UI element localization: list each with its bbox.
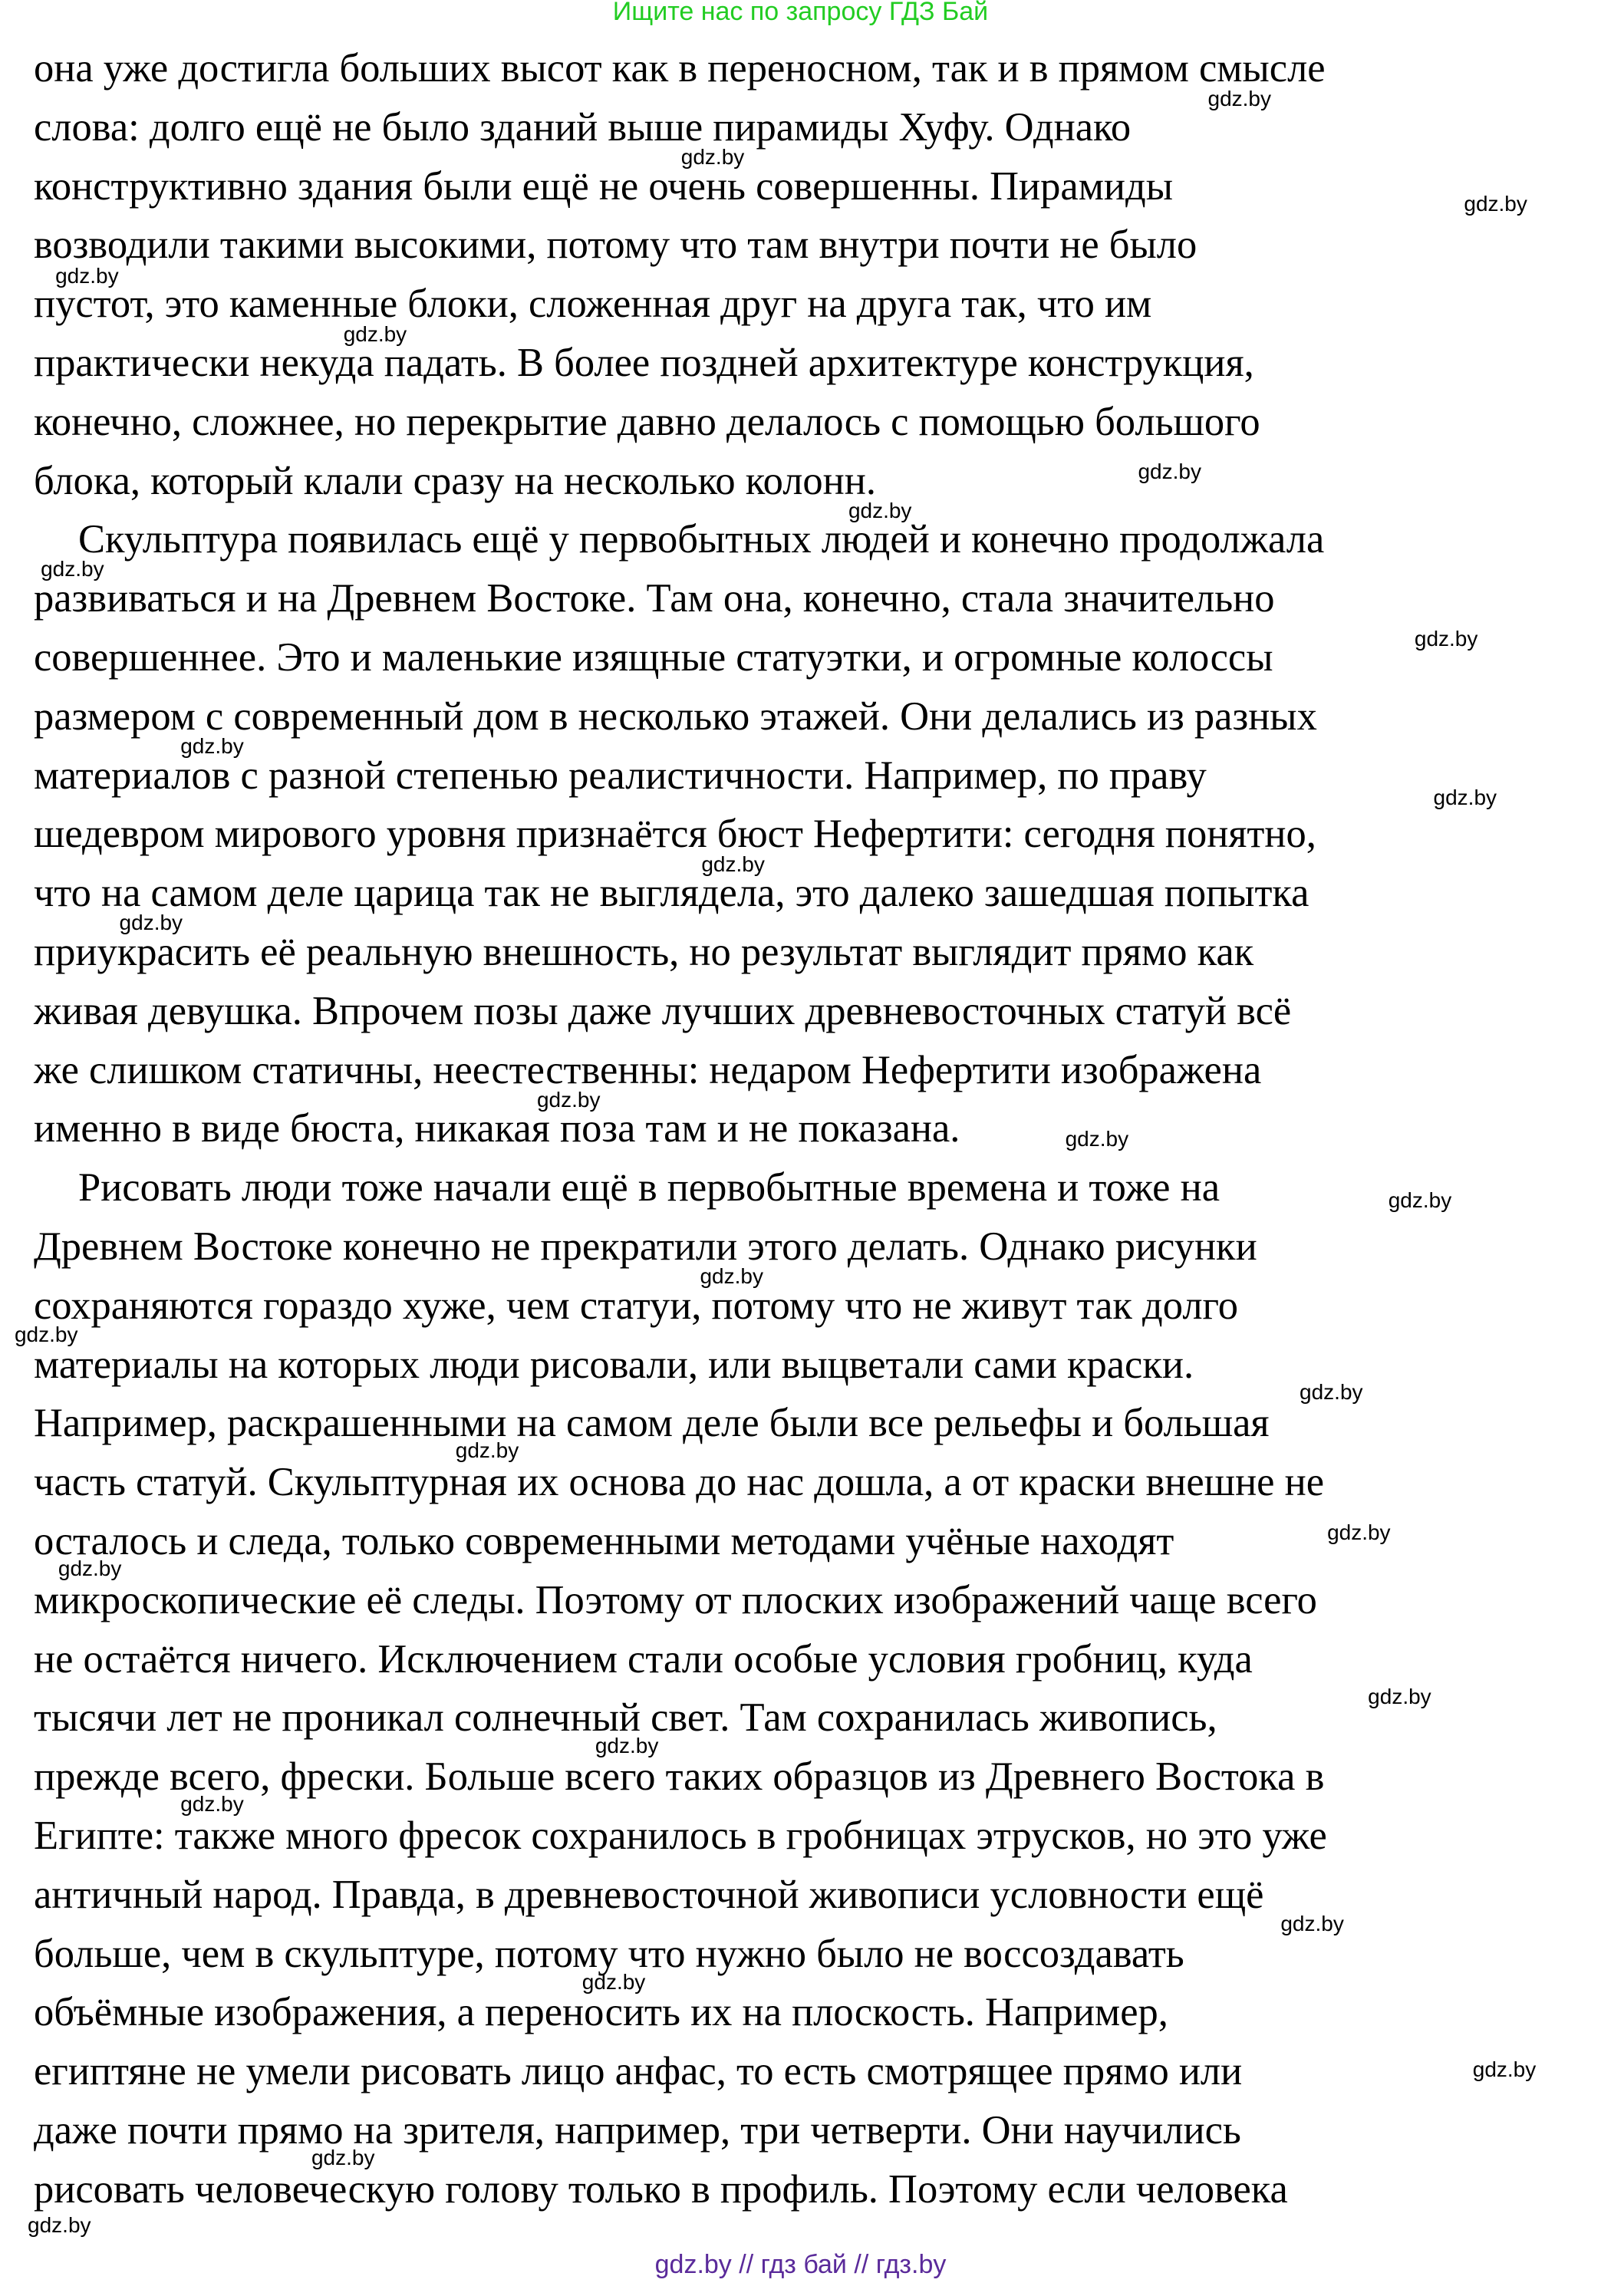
text-line: размером с современный дом в несколько этажей. Они делались из разных: [34, 693, 1317, 739]
text-line: возводили такими высокими, потому что там внутри почти не было: [34, 222, 1197, 268]
watermark: gdz.by: [1300, 1380, 1363, 1405]
watermark: gdz.by: [1065, 1127, 1129, 1151]
watermark: gdz.by: [1464, 191, 1527, 216]
watermark: gdz.by: [1414, 626, 1478, 651]
text-line: пустот, это каменные блоки, сложенная друг на друга так, что им: [34, 282, 1152, 327]
text-line: Древнем Востоке конечно не прекратили этого делать. Однако рисунки: [34, 1224, 1257, 1269]
search-banner: Ищите нас по запросу ГДЗ Бай: [612, 0, 989, 26]
text-line: Рисовать люди тоже начали ещё в первобытные времена и тоже на: [78, 1165, 1220, 1211]
text-line: конечно, сложнее, но перекрытие давно делалось с помощью большого: [34, 399, 1260, 444]
text-line: античный народ. Правда, в древневосточной живописи условности ещё: [34, 1872, 1264, 1917]
watermark: gdz.by: [28, 2212, 91, 2237]
text-line: даже почти прямо на зрителя, например, три четверти. Они научились: [34, 2108, 1241, 2153]
watermark: gdz.by: [680, 144, 745, 169]
text-line: практически некуда падать. В более поздней архитектуре конструкция,: [34, 341, 1254, 385]
watermark: gdz.by: [1138, 459, 1201, 483]
text-line: Скульптура появилась ещё у первобытных людей и конечно продолжала: [78, 517, 1325, 562]
text-line: Например, раскрашенными на самом деле были все рельефы и большая: [34, 1401, 1270, 1446]
watermark: gdz.by: [180, 1792, 244, 1817]
text-line: именно в виде бюста, никакая поза там и не показана.: [34, 1106, 960, 1151]
text-line: тысячи лет не проникал солнечный свет. Там сохранилась живопись,: [34, 1695, 1217, 1741]
watermark: gdz.by: [14, 1322, 78, 1346]
text-line: слова: долго ещё не было зданий выше пирамиды Хуфу. Однако: [34, 104, 1132, 150]
watermark: gdz.by: [581, 1969, 646, 1994]
watermark: gdz.by: [536, 1088, 601, 1112]
text-line: блока, который клали сразу на несколько колонн.: [34, 458, 876, 503]
watermark: gdz.by: [1207, 86, 1271, 110]
watermark: gdz.by: [1327, 1520, 1391, 1544]
text-line: живая девушка. Впрочем позы даже лучших древневосточных статуй всё: [34, 988, 1292, 1033]
watermark: gdz.by: [848, 498, 912, 522]
footer-links: gdz.by // гдз бай // гдз.by: [654, 2250, 947, 2279]
watermark: gdz.by: [595, 1734, 659, 1758]
watermark: gdz.by: [1368, 1684, 1431, 1708]
text-line: объёмные изображения, а переносить их на плоскость. Например,: [34, 1990, 1168, 2035]
text-line: она уже достигла больших высот как в переносном, так и в прямом смысле: [34, 46, 1326, 91]
text-line: конструктивно здания были ещё не очень совершенны. Пирамиды: [34, 163, 1173, 209]
watermark: gdz.by: [1388, 1188, 1452, 1213]
watermark: gdz.by: [700, 1263, 763, 1288]
text-line: приукрасить её реальную внешность, но результат выглядит прямо как: [34, 930, 1254, 974]
watermark: gdz.by: [701, 852, 765, 876]
watermark: gdz.by: [343, 322, 407, 347]
text-line: материалов с разной степенью реалистичности. Например, по праву: [34, 753, 1207, 798]
text-line: же слишком статичны, неестественны: недаром Нефертити изображена: [34, 1047, 1262, 1092]
watermark: gdz.by: [55, 264, 119, 288]
text-line: Египте: также много фресок сохранилось в гробницах этрусков, но это уже: [34, 1813, 1327, 1858]
watermark: gdz.by: [119, 910, 183, 934]
text-line: не остаётся ничего. Исключением стали особые условия гробниц, куда: [34, 1636, 1253, 1682]
watermark: gdz.by: [1433, 785, 1497, 809]
text-line: египтяне не умели рисовать лицо анфас, то есть смотрящее прямо или: [34, 2049, 1243, 2094]
watermark: gdz.by: [1472, 2057, 1537, 2081]
watermark: gdz.by: [58, 1556, 122, 1580]
watermark: gdz.by: [1280, 1911, 1344, 1935]
text-line: сохраняются гораздо хуже, чем статуи, потому что не живут так долго: [34, 1283, 1239, 1328]
text-line: совершеннее. Это и маленькие изящные статуэтки, и огромные колоссы: [34, 635, 1273, 680]
text-line: развиваться и на Древнем Востоке. Там она, конечно, стала значительно: [34, 576, 1275, 621]
text-line: материалы на которых люди рисовали, или выцветали сами краски.: [34, 1342, 1194, 1387]
text-line: шедевром мирового уровня признаётся бюст Нефертити: сегодня понятно,: [34, 812, 1316, 857]
text-line: микроскопические её следы. Поэтому от плоских изображений чаще всего: [34, 1577, 1317, 1622]
text-line: рисовать человеческую голову только в профиль. Поэтому если человека: [34, 2166, 1288, 2212]
text-line: прежде всего, фрески. Больше всего таких образцов из Древнего Востока в: [34, 1754, 1325, 1800]
text-line: осталось и следа, только современными методами учёные находят: [34, 1519, 1174, 1563]
watermark: gdz.by: [180, 734, 244, 759]
watermark: gdz.by: [455, 1438, 519, 1463]
text-line: что на самом деле царица так не выглядела, это далеко зашедшая попытка: [34, 871, 1309, 916]
text-line: больше, чем в скульптуре, потому что нужно было не воссоздавать: [34, 1931, 1184, 1976]
watermark: gdz.by: [311, 2146, 375, 2170]
text-line: часть статуй. Скульптурная их основа до нас дошла, а от краски внешне не: [34, 1460, 1324, 1505]
watermark: gdz.by: [41, 556, 104, 581]
